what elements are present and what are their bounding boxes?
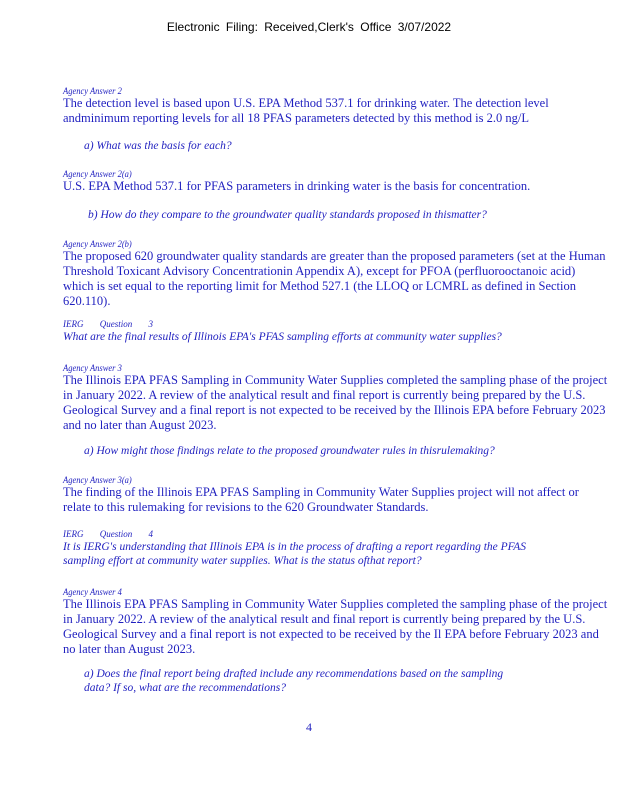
question-4a: a) Does the final report being drafted include any recommendations based on the sampling data? If so, what are the recommendations? [84,668,504,694]
question-2b: b) How do they compare to the groundwater quality standards proposed in thismatter? [88,209,487,221]
page-number: 4 [306,720,312,734]
answer-tag: Agency Answer 2(b) [63,238,132,250]
agency-answer-2b [63,239,608,309]
answer-text: The proposed 620 groundwater quality standards are greater than the proposed parameters (set at the Human Threshold Toxicant Advisory Concentrationin Appendix A), except for PFOA (perfluorooctanoic acid) which is set equal to the reporting limit for Method 527.1 (the LLOQ or LCMRL as defined in Section 620.110). [63,249,606,308]
answer-tag: Agency Answer 2(a) [63,168,132,180]
question-3a: a) How might those findings relate to the proposed groundwater rules in thisrulemaking? [84,445,495,457]
answer-text: U.S. EPA Method 537.1 for PFAS parameters in drinking water is the basis for concentration. [63,179,531,193]
question-text: What are the final results of Illinois EPA's PFAS sampling efforts at community water supplies? [63,331,502,343]
answer-text: The detection level is based upon U.S. EPA Method 537.1 for drinking water. The detection level andminimum reporting levels for all 18 PFAS parameters detected by this method is 2.0 ng/L [63,96,549,125]
filing-header: Electronic Filing: Received,Clerk's Office 3/07/2022 [166,20,452,34]
answer-text: The Illinois EPA PFAS Sampling in Community Water Supplies completed the sampling phase of the project in January 2022. A review of the analytical result and final report is currently being prepared by the U.S. Geological Survey and a final report is not expected to be received by the Illinois EPA before February 2023 and no later than August 2023. [63,373,608,432]
question-label: IERG Question 3 [63,319,153,329]
question-text: It is IERG's understanding that Illinois EPA is in the process of drafting a report regarding the PFAS sampling effort at community water supplies. What is the status ofthat report? [63,541,526,567]
answer-tag: Agency Answer 3 [63,362,122,374]
answer-text: The Illinois EPA PFAS Sampling in Community Water Supplies completed the sampling phase of the project in January 2022. A review of the analytical result and final report is currently being prepared by the U.S. Geological Survey and a final report is not expected to be received by the Il EPA before February 2023 and no later than August 2023. [63,597,608,656]
agency-answer-3a [63,475,608,515]
answer-tag: Agency Answer 4 [63,586,122,598]
agency-answer-2 [63,86,608,126]
question-label: IERG Question 4 [63,529,153,539]
ierg-question-3 [63,318,608,344]
agency-answer-4 [63,587,608,657]
answer-tag: Agency Answer 2 [63,85,122,97]
answer-text: The finding of the Illinois EPA PFAS Sampling in Community Water Supplies project will not affect or relate to this rulemaking for revisions to the 620 Groundwater Standards. [63,485,579,514]
answer-tag: Agency Answer 3(a) [63,474,132,486]
ierg-question-4 [63,528,543,568]
agency-answer-3 [63,363,608,433]
agency-answer-2a [63,169,608,194]
question-2a: a) What was the basis for each? [84,140,232,152]
